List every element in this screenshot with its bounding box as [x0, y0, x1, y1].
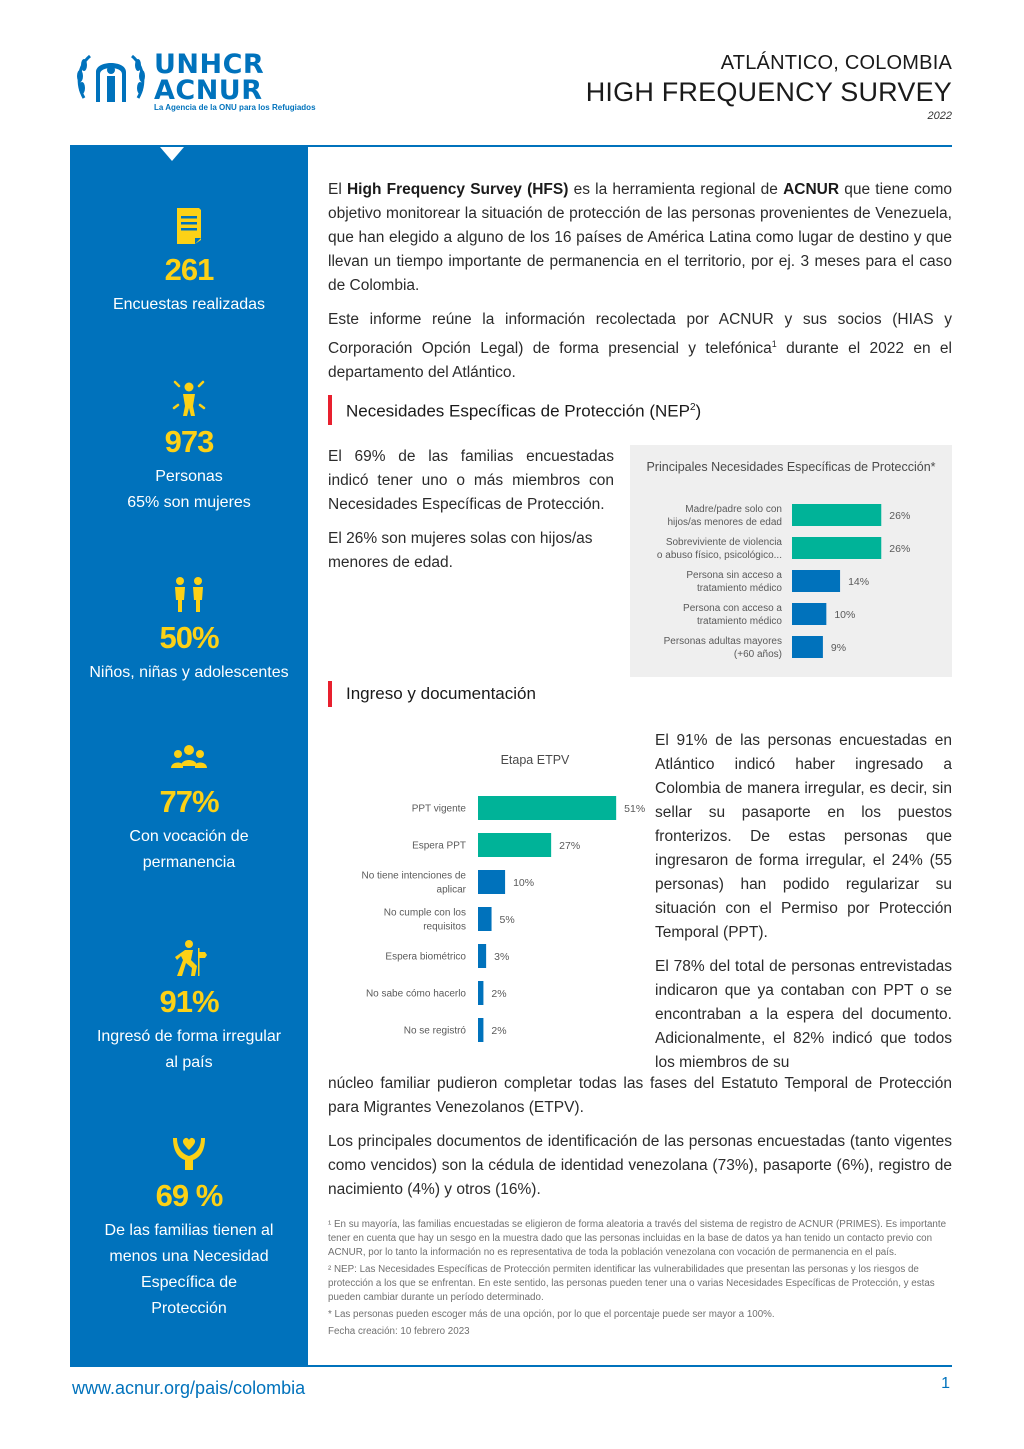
text-bold: ACNUR	[783, 181, 840, 198]
chart-nep	[630, 445, 952, 677]
website-link[interactable]: www.acnur.org/pais/colombia	[72, 1378, 306, 1398]
stat-label-line: Protección	[151, 1300, 227, 1317]
text-run: que tiene como objetivo monitorear la situación de protección de las personas provenientes de Venezuela, que han elegido a alguno de los 16 países de América Latina como lugar de destino y que llevan un tiempo importante de permanencia en el territorio, por ej. 3 meses para el caso de Colombia.	[328, 181, 953, 294]
children-icon	[169, 574, 209, 614]
bar-category-label: Espera biométrico	[385, 951, 466, 963]
bar	[478, 796, 616, 820]
bar-category-label: hijos/as menores de edad	[667, 517, 782, 528]
stat-value: 91%	[159, 984, 219, 1019]
chart-etpv	[330, 745, 648, 1055]
bar	[478, 870, 505, 894]
intro-section	[328, 178, 952, 385]
footnote-2: ² NEP: Las Necesidades Específicas de Protección permiten identificar las vulnerabilidades que presentan las personas y los riesgos de protección a los que se enfrentan. En este sentido, las personas pueden tener una o varias Necesidades Específicas de Protección, y estas pueden cambiar durante un período determinado.	[328, 1264, 935, 1303]
chart-title: Principales Necesidades Específicas de Protección*	[646, 460, 936, 474]
stat-label	[70, 1218, 308, 1322]
ingreso-paragraph-2a: El 78% del total de personas entrevistadas indicaron que ya contaban con PPT o se encontraban a la espera del documento. Adicionalmente, el 82% indicó que todos los miembros de su	[655, 958, 952, 1071]
report-header	[586, 52, 952, 122]
nep-paragraph-1: El 69% de las familias encuestadas indicó tener uno o más miembros con Necesidades Específicas de Protección.	[328, 448, 614, 513]
stat-label	[70, 824, 308, 876]
section-heading-nep	[328, 395, 701, 425]
ingreso-paragraph-3: Los principales documentos de identificación de las personas encuestadas (tanto vigentes como vencidos) son la cédula de identidad venezolana (73%), pasaporte (6%), registro de nacimiento (4%) y otros (16%).	[328, 1133, 952, 1198]
nep-text	[328, 445, 614, 575]
stat-irregular-entry	[70, 938, 308, 1076]
bar-category-label: aplicar	[436, 884, 466, 896]
bar-value-label: 2%	[491, 988, 507, 1000]
bar-category-label: Madre/padre solo con	[685, 504, 782, 515]
report-year: 2022	[927, 110, 952, 122]
text-run: El	[328, 181, 347, 198]
footnote-ref: 2	[689, 402, 696, 413]
stat-label-line: De las familias tienen al	[104, 1222, 274, 1239]
intro-paragraph-1	[328, 178, 952, 298]
bar-value-label: 27%	[559, 840, 581, 852]
nep-paragraph-2: El 26% son mujeres solas con hijos/as menores de edad.	[328, 530, 593, 571]
bar	[792, 603, 826, 625]
stat-label-line: al país	[165, 1054, 213, 1071]
bar	[478, 907, 492, 931]
report-location: ATLÁNTICO, COLOMBIA	[720, 52, 952, 74]
bar	[792, 504, 881, 526]
bar-value-label: 2%	[491, 1025, 507, 1037]
bar	[792, 537, 881, 559]
chart-nep-plot	[630, 445, 952, 677]
stat-label	[70, 1024, 308, 1076]
bar-value-label: 10%	[513, 877, 535, 889]
bar	[478, 944, 486, 968]
bar	[478, 1018, 483, 1042]
bar	[792, 636, 823, 658]
logo-name-es: ACNUR	[154, 75, 263, 106]
walking-icon	[169, 938, 209, 978]
bar-category-label: Espera PPT	[412, 840, 466, 852]
bar-category-label: Sobreviviente de violencia	[665, 537, 782, 548]
bar-category-label: requisitos	[423, 921, 466, 933]
bar-category-label: Persona sin acceso a	[686, 570, 782, 581]
sidebar-notch	[160, 147, 184, 161]
creation-date: Fecha creación: 10 febrero 2023	[328, 1326, 470, 1337]
bar-value-label: 26%	[889, 543, 911, 555]
intro-paragraph-2	[328, 308, 952, 385]
bar-category-label: tratamiento médico	[696, 583, 782, 594]
bar-category-label: PPT vigente	[411, 803, 466, 815]
bar-value-label: 10%	[834, 609, 856, 621]
bar-category-label: No se registró	[403, 1025, 466, 1037]
footnotes	[328, 1218, 952, 1342]
footnote-ref: 1	[771, 339, 777, 349]
ingreso-text-bottom	[328, 1072, 952, 1202]
bar-category-label: No tiene intenciones de	[361, 870, 466, 882]
page-number: 1	[941, 1375, 950, 1392]
footer-divider	[70, 1365, 952, 1367]
ingreso-paragraph-1: El 91% de las personas encuestadas en Atlántico indicó haber ingresado a Colombia de manera irregular, es decir, sin sellar su pasaporte en los puestos fronterizos. De estas personas que ingresaron de forma irregular, el 24% (55 personas) han podido regularizar su situación con el Permiso por Protección Temporal (PPT).	[655, 732, 952, 941]
hands-heart-icon	[169, 1132, 209, 1172]
bar-category-label: Personas adultas mayores	[663, 636, 782, 647]
stat-label-line: Ingresó de forma irregular	[96, 1028, 282, 1045]
logo-name: UNHCR	[154, 49, 265, 80]
stat-label-line: menos una Necesidad	[109, 1248, 269, 1265]
stat-children	[70, 574, 308, 686]
report-title: HIGH FREQUENCY SURVEY	[585, 77, 952, 107]
group-icon	[169, 738, 209, 778]
stat-specific-needs	[70, 1132, 308, 1322]
stat-label-line: Personas	[155, 468, 223, 485]
bar-category-label: (+60 años)	[733, 649, 782, 660]
bar-value-label: 3%	[494, 951, 510, 963]
bar	[792, 570, 840, 592]
heading-text: Necesidades Específicas de Protección (NEP	[346, 401, 690, 421]
stat-value: 69 %	[155, 1178, 223, 1213]
stat-value: 77%	[159, 784, 219, 819]
stat-label-line: Con vocación de	[129, 828, 249, 845]
ingreso-text-right	[655, 729, 952, 1075]
stat-value: 973	[164, 424, 214, 459]
stat-label	[70, 464, 308, 516]
text-bold: High Frequency Survey (HFS)	[346, 181, 569, 198]
bar-value-label: 9%	[830, 642, 847, 654]
stat-label: Encuestas realizadas	[112, 296, 266, 313]
stat-surveys	[70, 206, 308, 318]
stat-label-line: permanencia	[142, 854, 236, 871]
bar-category-label: tratamiento médico	[696, 616, 782, 627]
bar-category-label: o abuso físico, psicológico...	[656, 550, 782, 561]
text-run: es la herramienta regional de	[568, 181, 784, 198]
logo-tagline: La Agencia de la ONU para los Refugiados	[154, 103, 316, 112]
stat-value: 50%	[159, 620, 219, 655]
bar-value-label: 5%	[499, 914, 515, 926]
text-run: Este informe reúne la información recolectada por ACNUR y sus socios (HIAS y Corporación Opción Legal) de forma presencial y telefónica	[328, 311, 952, 358]
ingreso-paragraph-2b: núcleo familiar pudieron completar todas las fases del Estatuto Temporal de Protección para Migrantes Venezolanos (ETPV).	[328, 1075, 952, 1116]
bar-value-label: 26%	[889, 510, 911, 522]
section-heading-ingreso: Ingreso y documentación	[328, 681, 536, 707]
bar	[478, 833, 551, 857]
footnote-3: * Las personas pueden escoger más de una opción, por lo que el porcentaje puede ser mayor a 100%.	[328, 1309, 775, 1320]
document-icon	[169, 206, 209, 246]
bar-value-label: 51%	[624, 803, 646, 815]
text-run: durante el 2022 en el departamento del Atlántico.	[328, 340, 953, 382]
stat-label-line: 65% son mujeres	[127, 494, 251, 511]
footnote-1: ¹ En su mayoría, las familias encuestadas se eligieron de forma aleatoria a través del sistema de registro de ACNUR (PRIMES). Es importante tener en cuenta que hay un sesgo en la muestra dado que las personas incluidas en la base de datos ya han tenido un contacto previo con ACNUR, por lo tanto la información no es representativa de toda la población venezolana con vocación de permanencia en el país.	[328, 1219, 947, 1258]
bar-category-label: No cumple con los	[383, 907, 466, 919]
stat-label-line: Específica de	[140, 1274, 238, 1291]
unhcr-emblem-icon	[74, 48, 148, 112]
stat-value: 261	[164, 252, 214, 287]
bar-value-label: 14%	[848, 576, 870, 588]
unhcr-logo	[74, 48, 354, 118]
bar-category-label: Persona con acceso a	[683, 603, 782, 614]
heading-text: )	[695, 401, 702, 421]
stat-label: Niños, niñas y adolescentes	[89, 664, 289, 681]
stat-persons	[70, 378, 308, 516]
chart-etpv-plot	[330, 745, 648, 1055]
bar-category-label: No sabe cómo hacerlo	[365, 988, 466, 1000]
stat-permanence	[70, 738, 308, 876]
person-icon	[169, 378, 209, 418]
bar	[478, 981, 483, 1005]
chart-title: Etapa ETPV	[500, 753, 570, 767]
